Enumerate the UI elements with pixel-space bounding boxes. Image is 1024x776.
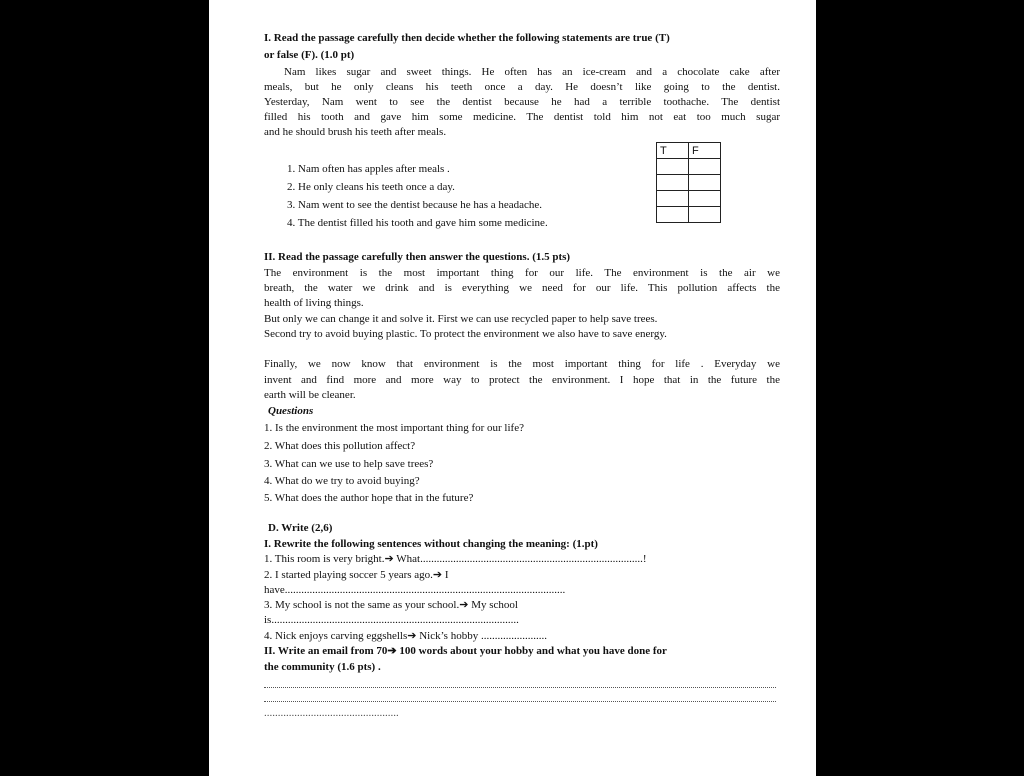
answer-cell[interactable] (689, 159, 721, 175)
answer-cell[interactable] (657, 175, 689, 191)
part1-passage-line: Nam likes sugar and sweet things. He often has an ice-cream and a chocolate cake after (284, 66, 780, 78)
rewrite-heading: I. Rewrite the following sentences without changing the meaning: (1.pt) (264, 538, 598, 550)
writing-section-heading: D. Write (2,6) (268, 522, 333, 534)
answer-cell[interactable] (689, 207, 721, 223)
rewrite-answer-line: is.......................................................................................... (264, 614, 519, 626)
statement: 3. Nam went to see the dentist because he has a headache. (287, 199, 543, 211)
part2-passage-line: The environment is the most important thing for our life. The environment is the air we (264, 267, 780, 279)
part2-heading: II. Read the passage carefully then answer the questions. (1.5 pts) (264, 251, 571, 263)
email-task-heading-line1: II. Write an email from 70➔ 100 words about your hobby and what you have done for (264, 645, 667, 657)
statement: 1. Nam often has apples after meals . (287, 163, 450, 175)
question: 2. What does this pollution affect? (264, 440, 416, 452)
writing-answer-line (264, 700, 776, 702)
rewrite-item: 1. This room is very bright.➔ What.................................................................................! (264, 553, 647, 565)
rewrite-answer-line: have...................................................................................................... (264, 584, 566, 596)
part2-passage-line: Second try to avoid buying plastic. To protect the environment we also have to save energy. (264, 328, 667, 340)
answer-cell[interactable] (657, 191, 689, 207)
part2-passage-line: earth will be cleaner. (264, 389, 356, 401)
part2-passage-line: invent and find more and more way to protect the environment. I hope that in the future the (264, 374, 780, 386)
rewrite-item: 2. I started playing soccer 5 years ago.➔ I (264, 569, 449, 581)
answer-cell[interactable] (657, 207, 689, 223)
part1-passage-line: and he should brush his teeth after meals. (264, 126, 447, 138)
rewrite-item: 4. Nick enjoys carving eggshells➔ Nick’s hobby ........................ (264, 630, 547, 642)
part2-passage-line: health of living things. (264, 297, 364, 309)
question: 5. What does the author hope that in the future? (264, 492, 474, 504)
question: 1. Is the environment the most important thing for our life? (264, 422, 524, 434)
email-task-heading-line2: the community (1.6 pts) . (264, 661, 381, 673)
statement: 4. The dentist filled his tooth and gave him some medicine. (287, 217, 548, 229)
false-column-header: F (689, 143, 721, 159)
part1-passage-line: meals, but he only cleans his teeth once a day. He doesn’t like going to the dentist. (264, 81, 780, 93)
true-column-header: T (657, 143, 689, 159)
statement: 2. He only cleans his teeth once a day. (287, 181, 455, 193)
part2-passage-line: breath, the water we drink and is everything we need for our life. This pollution affects the (264, 282, 780, 294)
question: 3. What can we use to help save trees? (264, 458, 434, 470)
answer-cell[interactable] (689, 175, 721, 191)
true-false-table (656, 142, 721, 223)
questions-label: Questions (268, 405, 314, 417)
writing-answer-line (264, 686, 776, 688)
part1-heading-line2: or false (F). (1.0 pt) (264, 49, 355, 61)
question: 4. What do we try to avoid buying? (264, 475, 420, 487)
answer-cell[interactable] (689, 191, 721, 207)
part1-heading-line1: I. Read the passage carefully then decide whether the following statements are true (T) (264, 32, 670, 44)
part2-passage-line: But only we can change it and solve it. First we can use recycled paper to help save trees. (264, 313, 658, 325)
part1-passage-line: Yesterday, Nam went to see the dentist because he had a terrible toothache. The dentist (264, 96, 780, 108)
part1-passage-line: filled his tooth and gave him some medicine. The dentist told him not eat too much sugar (264, 111, 780, 123)
writing-answer-line-short: ................................................. (264, 707, 399, 719)
answer-cell[interactable] (657, 159, 689, 175)
rewrite-item: 3. My school is not the same as your school.➔ My school (264, 599, 518, 611)
part2-passage-line: Finally, we now know that environment is the most important thing for life . Everyday we (264, 358, 780, 370)
